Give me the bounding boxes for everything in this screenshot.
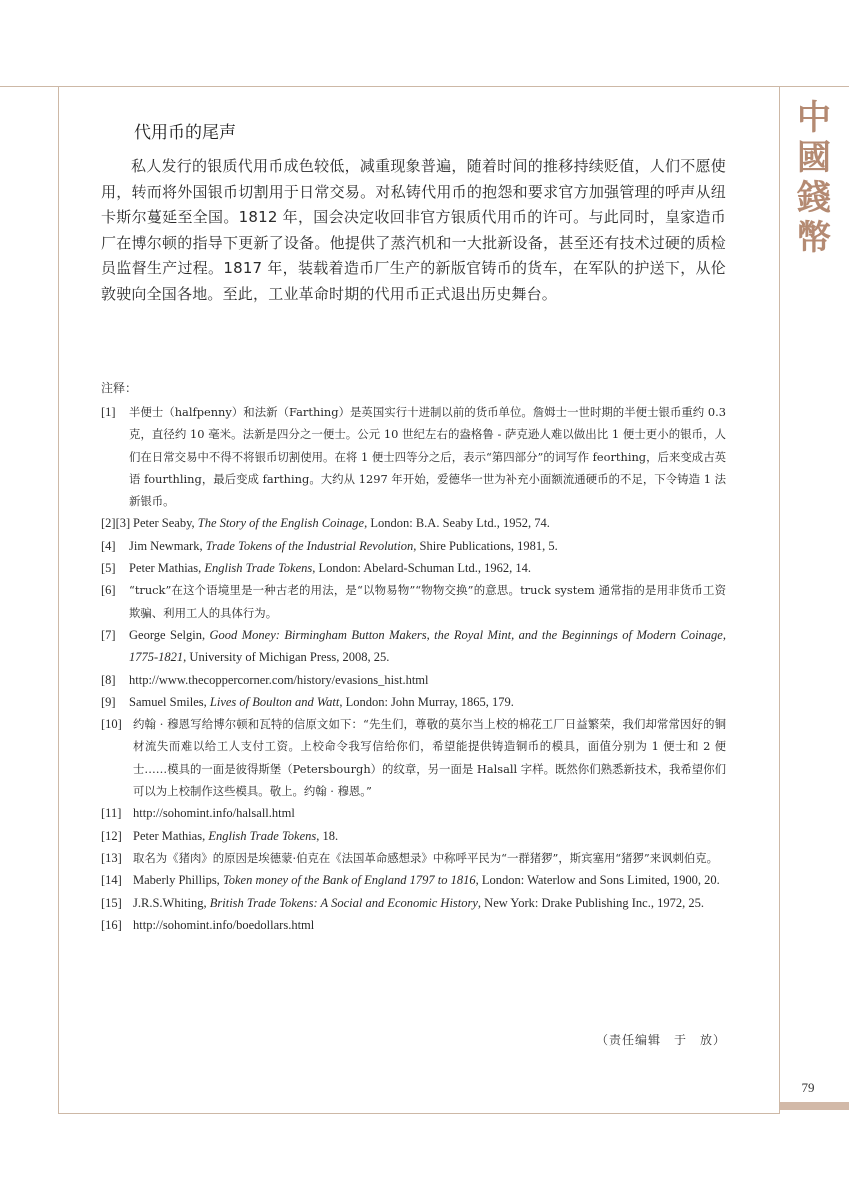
brand-logo xyxy=(792,98,836,258)
frame-right-rule xyxy=(779,86,780,1114)
note-number: [1] xyxy=(101,405,116,419)
note-citation xyxy=(129,539,558,553)
editor-credit: （责任编辑 于 放） xyxy=(596,1033,727,1047)
note-item xyxy=(101,691,726,713)
note-number: [10] xyxy=(101,717,122,732)
note-number: [14] xyxy=(101,873,122,888)
note-author: Samuel Smiles, xyxy=(129,694,210,709)
note-author: Maberly Phillips, xyxy=(133,873,223,888)
note-number: [9] xyxy=(101,694,116,709)
note-publication: , London: John Murray, 1865, 179. xyxy=(339,694,514,709)
note-title: Good Money: Birmingham Button Makers, the Royal Mint, and the Beginnings of Modern Coinage, 1775-1821 xyxy=(129,627,726,665)
note-number: [15] xyxy=(101,895,122,910)
notes-label: 注释： xyxy=(101,381,138,395)
note-citation xyxy=(129,628,726,664)
notes-list xyxy=(101,401,726,936)
note-title: Token money of the Bank of England 1797 to 1816 xyxy=(222,873,476,888)
note-author: J.R.S.Whiting, xyxy=(133,895,210,910)
note-url: http://www.thecoppercorner.com/history/evasions_hist.html xyxy=(129,672,429,687)
note-author: George Selgin, xyxy=(129,627,210,642)
note-citation xyxy=(133,873,720,887)
note-number: [6] xyxy=(101,583,116,598)
note-citation xyxy=(133,829,338,843)
note-title: English Trade Tokens xyxy=(204,561,313,576)
note-citation xyxy=(133,896,704,910)
note-publication: , Shire Publications, 1981, 5. xyxy=(413,538,558,553)
note-publication: , London: Waterlow and Sons Limited, 1900, 20. xyxy=(475,873,720,888)
note-item xyxy=(101,512,726,534)
note-text: “truck”在这个语境里是一种古老的用法，是“以物易物”“物物交换”的意思。truck system 通常指的是用非货币工资欺骗、利用工人的具体行为。 xyxy=(129,583,726,620)
note-title: The Story of the English Coinage xyxy=(197,516,365,531)
note-number: [5] xyxy=(101,561,116,576)
note-text: 取名为《猪肉》的原因是埃德蒙·伯克在《法国革命感想录》中称呼平民为“一群猪猡”，斯宾塞用“猪猡”来讽刺伯克。 xyxy=(133,850,719,865)
note-item xyxy=(101,914,726,936)
frame-bottom-rule xyxy=(58,1113,779,1114)
note-item xyxy=(101,713,726,802)
note-item xyxy=(101,579,726,624)
note-url: http://sohomint.info/boedollars.html xyxy=(133,917,315,932)
note-number: [2][3] xyxy=(101,516,131,531)
note-item xyxy=(101,669,726,691)
note-item xyxy=(101,825,726,847)
brand-char: 中 xyxy=(797,98,831,138)
note-number: [13] xyxy=(101,850,122,865)
note-publication: , London: Abelard-Schuman Ltd., 1962, 14. xyxy=(312,561,531,576)
note-author: Jim Newmark, xyxy=(129,538,206,553)
note-number: [16] xyxy=(101,917,122,932)
brand-char: 幣 xyxy=(797,218,831,258)
note-number: [11] xyxy=(101,806,122,821)
note-publication: , London: B.A. Seaby Ltd., 1952, 74. xyxy=(364,516,550,531)
note-item xyxy=(101,557,726,579)
page-number: 79 xyxy=(801,1080,815,1095)
note-url: http://sohomint.info/halsall.html xyxy=(133,806,295,821)
note-publication: , New York: Drake Publishing Inc., 1972, 25. xyxy=(477,895,704,910)
note-number: [4] xyxy=(101,538,116,553)
brand-char: 國 xyxy=(797,138,831,178)
note-item xyxy=(101,847,726,869)
section-heading: 代用币的尾声 xyxy=(134,123,236,143)
note-publication: , 18. xyxy=(316,828,339,843)
note-item xyxy=(101,869,726,891)
note-number: [7] xyxy=(101,627,116,642)
note-item xyxy=(101,892,726,914)
note-number: [12] xyxy=(101,828,122,843)
frame-left-rule xyxy=(58,86,59,1114)
note-title: British Trade Tokens: A Social and Economic History xyxy=(209,895,478,910)
brand-char: 錢 xyxy=(797,178,831,218)
note-publication: , University of Michigan Press, 2008, 25. xyxy=(183,650,390,665)
note-author: Peter Mathias, xyxy=(133,828,209,843)
note-item xyxy=(101,624,726,669)
page-number-bar xyxy=(780,1102,849,1110)
note-item xyxy=(101,401,726,512)
note-author: Peter Mathias, xyxy=(129,561,205,576)
body-paragraph: 私人发行的银质代用币成色较低，减重现象普遍，随着时间的推移持续贬值，人们不愿使用，转而将外国银币切割用于日常交易。对私铸代用币的抱怨和要求官方加强管理的呼声从纽卡斯尔蔓延至全国。1812 年，国会决定收回非官方银质代用币的许可。与此同时，皇家造币厂在博尔顿的指导下更新了设备。他提供了蒸汽机和一大批新设备，甚至还有技术过硬的质检员监督生产过程。1817 年，装载着造币厂生产的新版官铸币的货车，在军队的护送下，从伦敦驶向全国各地。至此，工业革命时期的代用币正式退出历史舞台。 xyxy=(101,157,726,303)
note-title: Lives of Boulton and Watt xyxy=(209,694,340,709)
note-citation xyxy=(129,561,531,575)
note-item xyxy=(101,535,726,557)
note-citation xyxy=(129,695,514,709)
note-title: Trade Tokens of the Industrial Revolution xyxy=(205,538,414,553)
note-citation xyxy=(133,516,550,530)
note-number: [8] xyxy=(101,672,116,687)
note-title: English Trade Tokens xyxy=(208,828,317,843)
note-item xyxy=(101,802,726,824)
note-author: Peter Seaby, xyxy=(133,516,198,531)
frame-top-rule xyxy=(0,86,849,87)
note-text: 半便士（halfpenny）和法新（Farthing）是英国实行十进制以前的货币单位。詹姆士一世时期的半便士银币重约 0.3 克，直径约 10 毫米。法新是四分之一便士。公元 10 世纪左右的盎格鲁 - 萨克逊人难以做出比 1 便士更小的银币，人们在日常交易中不得不将银币切割使用。在将 1 便士四等分之后，表示“第四部分”的词写作 feorthing，后来变成古英语 fourthling，最后变成 farthing。大约从 1297 年开始，爱德华一世为补充小面额流通硬币的不足，下令铸造 1 法新银币。 xyxy=(129,405,726,509)
note-text: 约翰 · 穆恩写给博尔顿和瓦特的信原文如下：“先生们，尊敬的莫尔当上校的棉花工厂日益繁荣，我们却常常因好的铜材流失而难以给工人支付工资。上校命令我写信给你们，希望能提供铸造铜币的模具，面值分别为 1 便士和 2 便士……模具的一面是彼得斯堡（Petersbourgh）的纹章，另一面是 Halsall 字样。既然你们熟悉新技术，我希望你们可以为上校制作这些模具。敬上。约翰 · 穆恩。” xyxy=(133,717,726,799)
